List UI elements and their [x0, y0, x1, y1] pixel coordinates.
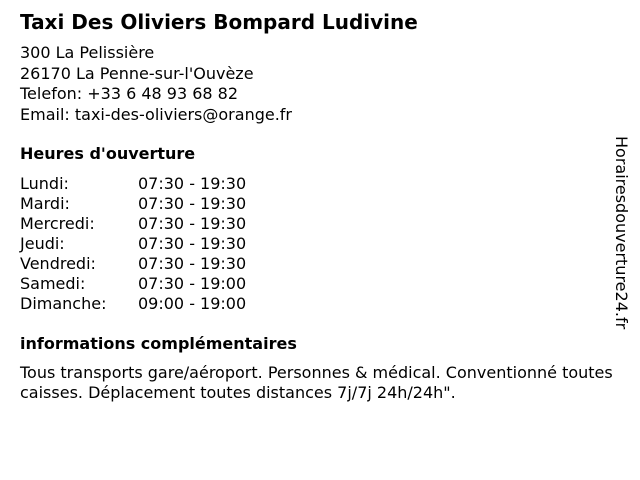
day-label: Vendredi:	[20, 254, 96, 273]
day-label: Jeudi:	[20, 234, 65, 253]
hours-row-friday	[20, 254, 246, 274]
hours-row-monday	[20, 174, 246, 194]
business-name: Taxi Des Oliviers Bompard Ludivine	[20, 10, 418, 34]
day-label: Samedi:	[20, 274, 86, 293]
address-line-city: 26170 La Penne-sur-l'Ouvèze	[20, 63, 254, 83]
time-range: 07:30 - 19:30	[138, 174, 247, 193]
site-brand-vertical-label: Horairesdouverture24.fr	[612, 136, 631, 330]
opening-hours-heading: Heures d'ouverture	[20, 144, 196, 163]
day-label: Mardi:	[20, 194, 70, 213]
day-label: Dimanche:	[20, 294, 107, 313]
hours-row-thursday	[20, 234, 246, 254]
hours-row-saturday	[20, 274, 246, 294]
time-range: 07:30 - 19:30	[138, 214, 247, 233]
hours-row-wednesday	[20, 214, 246, 234]
time-range: 07:30 - 19:30	[138, 194, 247, 213]
time-range: 09:00 - 19:00	[138, 294, 247, 313]
time-range: 07:30 - 19:00	[138, 274, 247, 293]
time-range: 07:30 - 19:30	[138, 234, 247, 253]
email-line: Email: taxi-des-oliviers@orange.fr	[20, 104, 292, 124]
day-label: Lundi:	[20, 174, 69, 193]
additional-info-heading: informations complémentaires	[20, 334, 297, 353]
address-line-street: 300 La Pelissière	[20, 43, 155, 62]
business-address-block	[20, 43, 292, 125]
additional-info-text: Tous transports gare/aéroport. Personnes & médical. Conventionné toutes caisses. Déplacement toutes distances 7j/7j 24h/24h".	[20, 363, 613, 402]
time-range: 07:30 - 19:30	[138, 254, 247, 273]
day-label: Mercredi:	[20, 214, 95, 233]
hours-row-sunday	[20, 294, 246, 314]
phone-line: Telefon: +33 6 48 93 68 82	[20, 84, 239, 103]
opening-hours-table	[20, 174, 246, 314]
hours-row-tuesday	[20, 194, 246, 214]
